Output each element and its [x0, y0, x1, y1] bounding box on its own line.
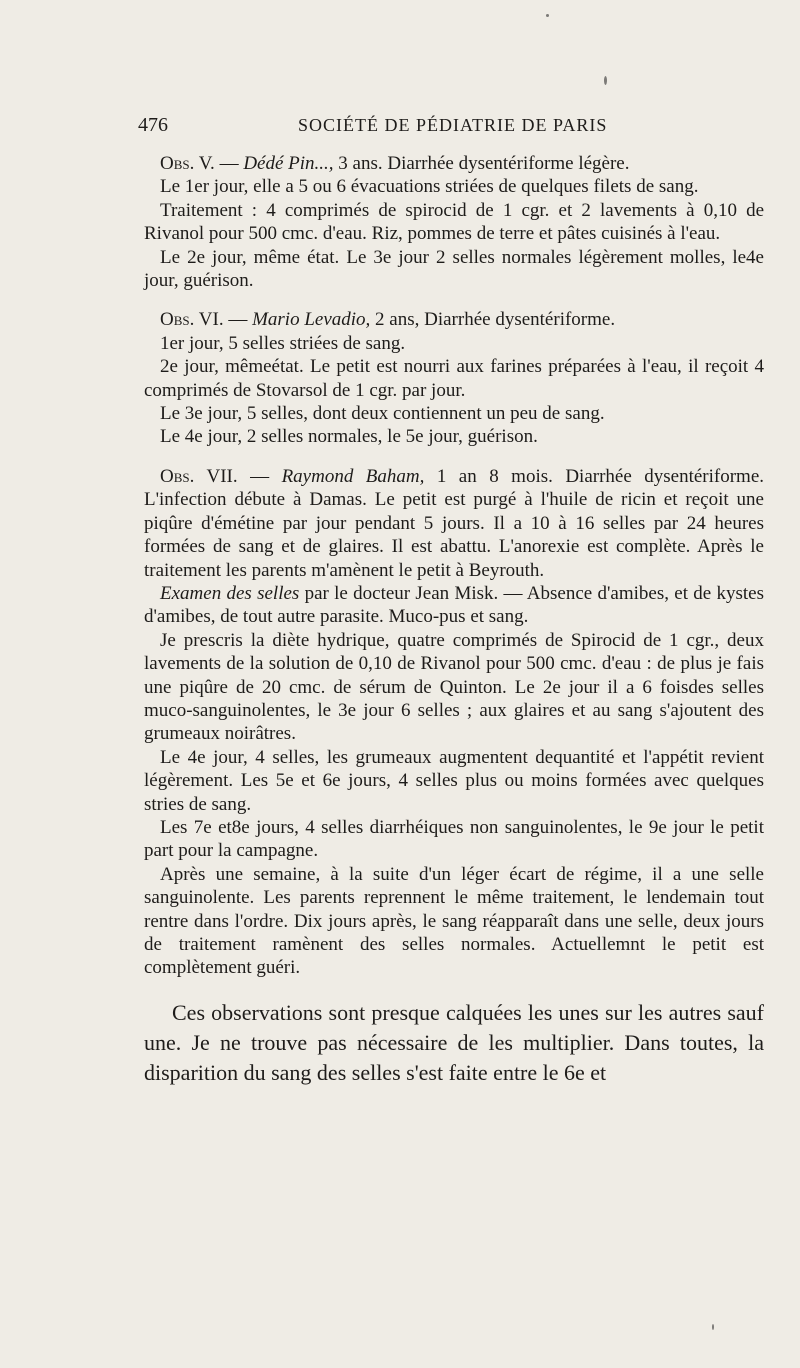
obs6-patient-name: Mario Levadio,: [252, 309, 371, 331]
body-text: [144, 152, 764, 1088]
paper-speck: [712, 1324, 714, 1330]
obs7-heading: Obs. VII. — Raymond Baham, 1 an 8 mois. Diarrhée dysentériforme. L'infection débute à Damas. Le petit est purgé à l'huile de ricin et reçoit une piqûre d'émétine par jour pendant 5 jours. Il a 10 à 16 selles par 24 heures formées de sang et de glaires. Il est abattu. L'anorexie est complète. Après le traitement les parents m'amènent le petit à Beyrouth.: [144, 465, 765, 581]
obs7-paragraph-3: Je prescris la diète hydrique, quatre comprimés de Spirocid de 1 cgr., deux lavements de la solution de 0,10 de Rivanol pour 500 cmc. d'eau : de plus je fais une piqûre de 20 cmc. de sérum de Quinton. Le 2e jour il a 6 foisdes selles muco-sanguinolentes, le 3e jour 6 selles ; aux glaires et au sang s'ajoutent des grumeaux noirâtres.: [144, 629, 764, 745]
obs7-label: Obs. VII.: [160, 465, 238, 487]
obs6-paragraph-3: 2e jour, mêmeétat. Le petit est nourri aux farines préparées à l'eau, il reçoit 4 comprimés de Stovarsol de 1 cgr. par jour.: [144, 356, 764, 401]
obs6-label: Obs. VI.: [160, 309, 224, 331]
page-header: [138, 114, 610, 140]
running-title: SOCIÉTÉ DE PÉDIATRIE DE PARIS: [298, 115, 608, 135]
obs7-paragraph-6: Après une semaine, à la suite d'un léger écart de régime, il a une selle sanguinolente. Les parents reprennent le même traitement, le lendemain tout rentre dans l'ordre. Dix jours après, le sang réapparaît dans une selle, deux jours de traitement ramènent des selles normales. Actuellemnt le petit est complètement guéri.: [144, 863, 764, 979]
paper-speck: [546, 14, 549, 17]
obs7-patient-name: Raymond Baham,: [281, 465, 425, 487]
obs5-paragraph-3: Traitement : 4 comprimés de spirocid de 1 cgr. et 2 lavements à 0,10 de Rivanol pour 500 cmc. d'eau. Riz, pommes de terre et pâtes cuisinés à l'eau.: [144, 199, 764, 245]
obs5-heading: Obs. V. — Dédé Pin..., 3 ans. Diarrhée dysentériforme légère.: [160, 153, 630, 174]
obs7-paragraph-4: Le 4e jour, 4 selles, les grumeaux augmentent dequantité et l'appétit revient légèrement. Les 5e et 6e jours, 4 selles plus ou moins formées avec quelques stries de sang.: [144, 746, 764, 815]
obs5-patient-name: Dédé Pin...,: [243, 153, 334, 174]
obs5-paragraph-4: Le 2e jour, même état. Le 3e jour 2 selles normales légèrement molles, le4e jour, guérison.: [144, 246, 764, 292]
exam-label: Examen des selles: [160, 582, 300, 604]
page-number: 476: [138, 114, 168, 136]
obs6-paragraph-2: 1er jour, 5 selles striées de sang.: [160, 332, 406, 354]
closing-paragraph: Ces observations sont presque calquées les unes sur les autres sauf une. Je ne trouve pas nécessaire de les multiplier. Dans toutes, la disparition du sang des selles s'est faite entre le 6e et: [144, 999, 764, 1085]
paper-speck: [604, 76, 607, 85]
obs6-paragraph-4: Le 3e jour, 5 selles, dont deux contiennent un peu de sang.: [160, 403, 605, 425]
obs6-paragraph-5: Le 4e jour, 2 selles normales, le 5e jour, guérison.: [160, 426, 538, 448]
obs5-paragraph-2: Le 1er jour, elle a 5 ou 6 évacuations striées de quelques filets de sang.: [160, 176, 699, 198]
obs7-paragraph-5: Les 7e et8e jours, 4 selles diarrhéiques non sanguinolentes, le 9e jour le petit part pour la campagne.: [144, 816, 764, 862]
obs5-label: Obs. V.: [160, 153, 215, 174]
closing-section: [144, 998, 764, 1088]
obs6-heading: Obs. VI. — Mario Levadio, 2 ans, Diarrhée dysentériforme.: [160, 309, 616, 331]
obs7-paragraph-2: Examen des selles par le docteur Jean Misk. — Absence d'amibes, et de kystes d'amibes, de tout autre parasite. Muco-pus et sang.: [144, 582, 764, 628]
